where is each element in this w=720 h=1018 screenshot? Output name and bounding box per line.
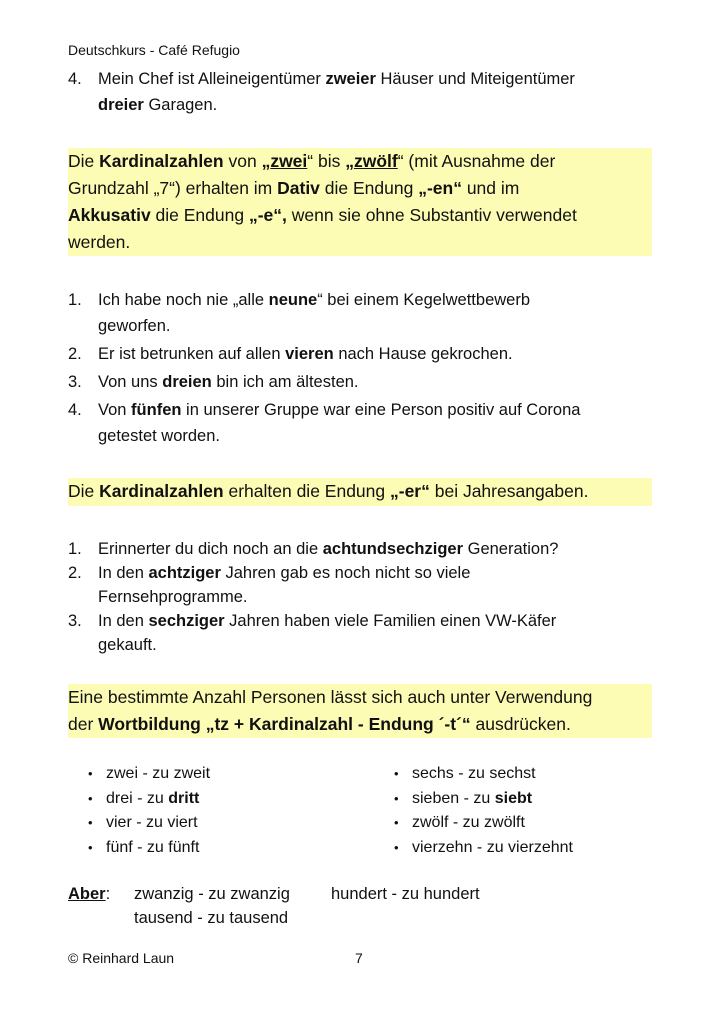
bold-word: Akkusativ: [68, 205, 151, 225]
text-span: Erinnerter du dich noch an die: [98, 540, 323, 558]
list-item-text: [98, 369, 668, 395]
text-span: Die: [68, 151, 100, 171]
rule-line: Eine bestimmte Anzahl Personen lässt sich auch unter Verwendung: [68, 687, 593, 707]
bullet-item: [86, 811, 346, 836]
bold-word: fünfen: [131, 401, 182, 419]
text-span: “ (mit Ausnahme der: [397, 151, 556, 171]
text-span: bei Jahresangaben.: [429, 481, 589, 501]
text-span: Fernsehprogramme.: [98, 588, 248, 606]
bold-word: „-er“: [390, 481, 430, 501]
page-number: 7: [355, 950, 363, 966]
bullet-item: [86, 836, 346, 861]
text-span: “ bei einem Kegelwettbewerb: [317, 291, 531, 309]
text-span: vierzehn - zu vierzehnt: [412, 838, 573, 856]
footer-copyright: © Reinhard Laun: [68, 950, 175, 966]
rule-box-word-formation: [68, 684, 652, 738]
bold-word: siebt: [494, 789, 533, 807]
bold-word: vieren: [285, 345, 334, 363]
underlined-word: Aber: [68, 885, 106, 903]
text-span: und im: [461, 178, 520, 198]
text-span: wenn sie ohne Substantiv verwendet: [286, 205, 577, 225]
bullet-list-right: [392, 762, 672, 860]
list-item-number: 4.: [68, 401, 82, 419]
underlined-word: zwei: [270, 151, 308, 171]
list-item: [68, 536, 668, 560]
list-item-number: 1.: [68, 291, 82, 309]
text-span: Mein Chef ist Alleineigentümer: [98, 70, 326, 88]
list-item-number: 2.: [68, 564, 82, 582]
aber-section: [68, 882, 668, 932]
text-span: zwölf - zu zwölft: [412, 814, 525, 831]
text-span: Jahren haben viele Familien einen VW-Käfer: [224, 612, 557, 630]
list-item-text: [98, 341, 668, 367]
list-item-number: 3.: [68, 612, 82, 630]
bold-word: Kardinalzahlen: [99, 151, 224, 171]
bold-word: sechziger: [148, 612, 225, 630]
bold-word: Dativ: [277, 178, 320, 198]
text-span: die Endung: [150, 205, 249, 225]
bullet-list-left: [86, 762, 346, 860]
text-span: “ bis: [307, 151, 346, 171]
text-span: Jahren gab es noch nicht so viele: [220, 564, 471, 582]
bold-word: achtundsechziger: [322, 540, 464, 558]
bold-word: „-en“: [418, 178, 462, 198]
text-span: :: [105, 885, 111, 903]
text-span: zwei - zu zweit: [106, 765, 211, 782]
rule-line: [68, 711, 652, 738]
rule-line: [68, 202, 652, 229]
aber-label: [68, 882, 110, 906]
text-span: fünf - zu fünft: [106, 838, 200, 856]
rule-line: [68, 148, 652, 175]
aber-example: hundert - zu hundert: [331, 885, 480, 903]
text-span: Von uns: [98, 373, 163, 391]
text-span: Grundzahl „7“) erhalten im: [68, 178, 278, 198]
bullet-item: [86, 787, 346, 812]
text-span: In den: [98, 564, 149, 582]
text-span: Er ist betrunken auf allen: [98, 345, 286, 363]
bullet-item: [392, 787, 672, 812]
rule-box-year-ending: [68, 478, 652, 506]
text-span: in unserer Gruppe war eine Person positiv auf Corona: [181, 401, 581, 419]
text-span: Die: [68, 481, 100, 501]
rule-line: werden.: [68, 232, 131, 252]
bold-word: Kardinalzahlen: [99, 481, 224, 501]
list-item-text: [98, 66, 668, 118]
list-item-number: 4.: [68, 70, 82, 88]
text-span: Von: [98, 401, 132, 419]
bold-word: dreier: [98, 96, 144, 114]
text-span: sechs - zu sechst: [412, 765, 536, 782]
bold-word: zweier: [325, 70, 376, 88]
list-item: [68, 397, 668, 449]
list-item: [68, 287, 668, 339]
text-span: drei - zu: [106, 789, 169, 807]
text-span: nach Hause gekrochen.: [333, 345, 513, 363]
list-item: [68, 609, 668, 657]
page-header-title: Deutschkurs - Café Refugio: [68, 42, 240, 58]
text-span: ausdrücken.: [470, 714, 571, 734]
aber-example: tausend - zu tausend: [134, 909, 289, 927]
bold-word: „: [345, 151, 354, 171]
bold-word: neune: [268, 291, 318, 309]
bullet-item: [392, 762, 672, 787]
bullet-item: [392, 836, 672, 861]
list-item: [68, 561, 668, 609]
text-span: von: [223, 151, 262, 171]
bullet-item: [86, 762, 346, 787]
aber-example: zwanzig - zu zwanzig: [134, 885, 290, 903]
bold-word: achtziger: [148, 564, 221, 582]
list-item: [68, 341, 668, 367]
text-span: erhalten die Endung: [223, 481, 390, 501]
text-span: Ich habe noch nie „alle: [98, 291, 269, 309]
bold-word: „: [261, 151, 271, 171]
list-item-text: [98, 609, 668, 657]
bold-word: Wortbildung „tz + Kardinalzahl - Endung ´-t´“: [98, 714, 471, 734]
text-span: getestet worden.: [98, 427, 220, 445]
list-item-text: [98, 287, 668, 339]
bold-word: dreien: [162, 373, 212, 391]
text-span: In den: [98, 612, 149, 630]
text-span: der: [68, 714, 99, 734]
text-span: die Endung: [319, 178, 419, 198]
bullet-item: [392, 811, 672, 836]
list-item-text: [98, 561, 668, 609]
text-span: vier - zu viert: [106, 814, 198, 831]
list-item: [68, 66, 668, 118]
text-span: gekauft.: [98, 636, 157, 654]
rule-box-cardinal-dative: [68, 148, 652, 256]
text-span: Häuser und Miteigentümer: [375, 70, 575, 88]
list-item: [68, 369, 668, 395]
text-span: bin ich am ältesten.: [211, 373, 359, 391]
list-item-number: 1.: [68, 540, 82, 558]
rule-line: [68, 175, 652, 202]
bold-word: dritt: [168, 789, 200, 807]
text-span: Garagen.: [143, 96, 218, 114]
text-span: sieben - zu: [412, 789, 495, 807]
text-span: geworfen.: [98, 317, 171, 335]
underlined-word: zwölf: [353, 151, 398, 171]
list-item-text: [98, 536, 668, 562]
list-item-number: 3.: [68, 373, 82, 391]
text-span: Generation?: [463, 540, 559, 558]
list-item-number: 2.: [68, 345, 82, 363]
list-item-text: [98, 397, 668, 449]
bold-word: „-e“,: [248, 205, 287, 225]
